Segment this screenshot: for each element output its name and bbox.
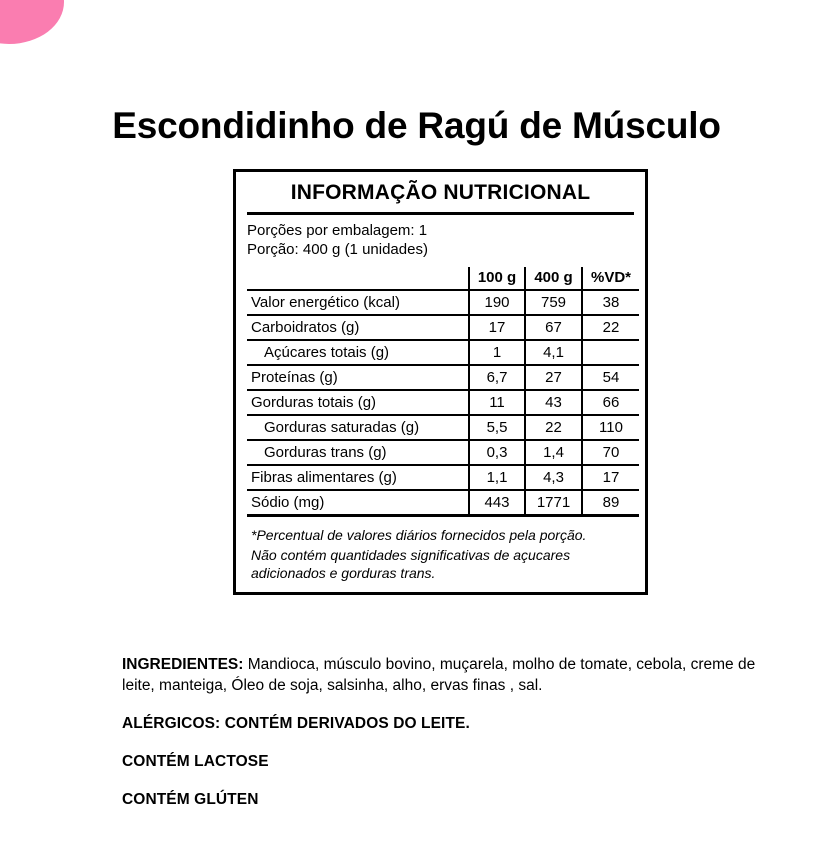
nutrient-name: Carboidratos (g) — [247, 315, 469, 340]
page-title: Escondidinho de Ragú de Músculo — [112, 104, 721, 146]
nutrition-facts-panel — [233, 169, 648, 595]
ingredients-list: Mandioca, músculo bovino, muçarela, molho de tomate, cebola, creme de leite, manteiga, Óleo de soja, salsinha, alho, ervas finas , sal. — [122, 656, 756, 694]
nutrient-per-100g: 17 — [469, 315, 525, 340]
footnote-dv-basis: *Percentual de valores diários fornecidos pela porção. — [251, 527, 587, 544]
nutrition-panel-heading: INFORMAÇÃO NUTRICIONAL — [290, 181, 591, 204]
column-header-dv: %VD* — [582, 267, 639, 290]
nutrition-table-body — [247, 290, 639, 516]
nutrient-name: Açúcares totais (g) — [247, 340, 469, 365]
nutrient-per-portion: 1,4 — [525, 440, 582, 465]
nutrient-name: Gorduras saturadas (g) — [247, 415, 469, 440]
serving-information — [247, 221, 634, 267]
nutrient-dv: 17 — [582, 465, 639, 490]
nutrient-per-100g: 443 — [469, 490, 525, 516]
nutrient-dv — [582, 340, 639, 365]
label-text-block — [122, 655, 782, 809]
nutrient-dv: 38 — [582, 290, 639, 315]
nutrient-per-100g: 1 — [469, 340, 525, 365]
nutrient-dv: 70 — [582, 440, 639, 465]
heading-divider — [247, 212, 634, 215]
nutrient-per-portion: 759 — [525, 290, 582, 315]
table-row — [247, 315, 639, 340]
table-row — [247, 390, 639, 415]
nutrition-table-header — [247, 267, 639, 290]
pink-corner-blob — [0, 0, 64, 44]
column-header-name — [247, 267, 469, 290]
nutrient-dv: 66 — [582, 390, 639, 415]
nutrient-name: Valor energético (kcal) — [247, 290, 469, 315]
column-header-per-100g: 100 g — [469, 267, 525, 290]
table-row — [247, 365, 639, 390]
table-row — [247, 415, 639, 440]
table-row — [247, 440, 639, 465]
nutrient-per-100g: 6,7 — [469, 365, 525, 390]
nutrient-name: Gorduras totais (g) — [247, 390, 469, 415]
nutrient-per-portion: 43 — [525, 390, 582, 415]
ingredients-paragraph — [122, 655, 782, 696]
nutrient-per-100g: 11 — [469, 390, 525, 415]
nutrient-per-portion: 1771 — [525, 490, 582, 516]
table-header-row — [247, 267, 639, 290]
nutrient-dv: 110 — [582, 415, 639, 440]
nutrient-per-portion: 4,1 — [525, 340, 582, 365]
table-row — [247, 340, 639, 365]
allergen-notice: ALÉRGICOS: CONTÉM DERIVADOS DO LEITE. — [122, 715, 470, 733]
column-header-per-portion: 400 g — [525, 267, 582, 290]
gluten-notice: CONTÉM GLÚTEN — [122, 791, 259, 809]
ingredients-label: INGREDIENTES: — [122, 656, 244, 673]
nutrient-name: Fibras alimentares (g) — [247, 465, 469, 490]
table-row — [247, 490, 639, 516]
servings-per-package: Porções por embalagem: 1 — [247, 222, 428, 239]
nutrient-name: Gorduras trans (g) — [247, 440, 469, 465]
nutrient-per-portion: 22 — [525, 415, 582, 440]
nutrient-dv: 22 — [582, 315, 639, 340]
footnote-no-significant-amounts: Não contém quantidades significativas de açucares adicionados e gorduras trans. — [251, 546, 571, 581]
nutrient-per-portion: 4,3 — [525, 465, 582, 490]
lactose-notice: CONTÉM LACTOSE — [122, 753, 269, 771]
table-row — [247, 290, 639, 315]
nutrient-per-100g: 190 — [469, 290, 525, 315]
nutrient-dv: 89 — [582, 490, 639, 516]
nutrient-dv: 54 — [582, 365, 639, 390]
nutrient-name: Proteínas (g) — [247, 365, 469, 390]
nutrition-table — [247, 267, 639, 517]
nutrient-per-100g: 1,1 — [469, 465, 525, 490]
serving-size: Porção: 400 g (1 unidades) — [247, 241, 428, 259]
nutrient-per-100g: 0,3 — [469, 440, 525, 465]
nutrient-per-100g: 5,5 — [469, 415, 525, 440]
nutrition-footnotes — [247, 517, 634, 582]
nutrient-per-portion: 27 — [525, 365, 582, 390]
table-row — [247, 465, 639, 490]
nutrient-name: Sódio (mg) — [247, 490, 469, 516]
nutrient-per-portion: 67 — [525, 315, 582, 340]
